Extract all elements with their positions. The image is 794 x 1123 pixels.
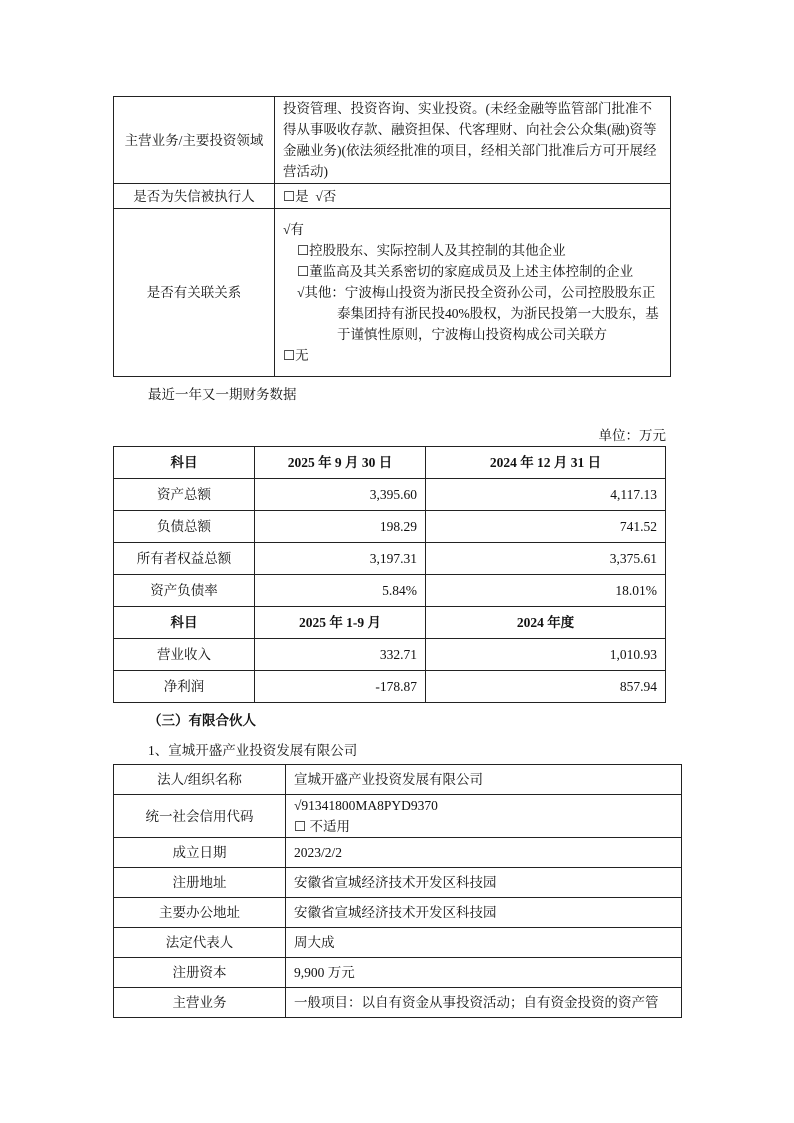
row-value: ☐是 √否 <box>275 184 671 209</box>
header-cell: 2025 年 9 月 30 日 <box>255 447 426 479</box>
row-label: 统一社会信用代码 <box>114 795 286 838</box>
value-line: 2023/2/2 <box>294 845 343 860</box>
row-label: 资产负债率 <box>114 575 255 607</box>
row-label: 法定代表人 <box>114 928 286 958</box>
row-value: 4,117.13 <box>426 479 666 511</box>
unit-label: 单位：万元 <box>598 428 666 443</box>
row-value: 3,395.60 <box>255 479 426 511</box>
partner-info-table <box>113 764 682 1018</box>
row-label: 主要办公地址 <box>114 898 286 928</box>
row-value: 1,010.93 <box>426 639 666 671</box>
row-value <box>286 868 682 898</box>
table-row <box>114 97 671 184</box>
sub-heading: 1、宣城开盛产业投资发展有限公司 <box>148 743 358 758</box>
table-header <box>114 447 666 479</box>
value-line: 安徽省宣城经济技术开发区科技园 <box>294 905 497 920</box>
table-row <box>114 639 666 671</box>
header-cell: 科目 <box>114 447 255 479</box>
financial-table <box>113 446 666 703</box>
value-line: ☐ 不适用 <box>294 819 350 834</box>
row-label: 注册地址 <box>114 868 286 898</box>
row-label: 营业收入 <box>114 639 255 671</box>
table-row <box>114 988 682 1018</box>
table-row <box>114 511 666 543</box>
option-controller: ☐控股股东、实际控制人及其控制的其他企业 <box>297 243 566 258</box>
row-value <box>286 765 682 795</box>
row-value: 投资管理、投资咨询、实业投资。(未经金融等监管部门批准不得从事吸收存款、融资担保、代客理财、向社会公众集(融)资等金融业务)(依法须经批准的项目，经相关部门批准后方可开展经营活动) <box>275 97 671 184</box>
table-row <box>114 958 682 988</box>
value-line: 宣城开盛产业投资发展有限公司 <box>294 772 483 787</box>
table-row <box>114 765 682 795</box>
value-line: 安徽省宣城经济技术开发区科技园 <box>294 875 497 890</box>
table-row <box>114 795 682 838</box>
table-row <box>114 928 682 958</box>
table-row <box>114 575 666 607</box>
row-value <box>286 988 682 1018</box>
option-directors: ☐董监高及其关系密切的家庭成员及上述主体控制的企业 <box>297 264 634 279</box>
table-row <box>114 868 682 898</box>
row-label: 注册资本 <box>114 958 286 988</box>
row-value <box>286 958 682 988</box>
row-label: 法人/组织名称 <box>114 765 286 795</box>
row-value: 857.94 <box>426 671 666 703</box>
header-cell: 2025 年 1-9 月 <box>255 607 426 639</box>
table-row <box>114 543 666 575</box>
header-cell: 科目 <box>114 607 255 639</box>
table-row <box>114 479 666 511</box>
value-line: √91341800MA8PYD9370 <box>294 798 438 813</box>
row-value <box>286 928 682 958</box>
row-value <box>286 838 682 868</box>
row-value: 18.01% <box>426 575 666 607</box>
option-yes: √有 <box>283 222 304 237</box>
table-row <box>114 184 671 209</box>
table-row <box>114 898 682 928</box>
row-label: 净利润 <box>114 671 255 703</box>
section-heading: （三）有限合伙人 <box>148 713 256 728</box>
row-label: 主营业务 <box>114 988 286 1018</box>
row-label: 是否为失信被执行人 <box>114 184 275 209</box>
row-value: 741.52 <box>426 511 666 543</box>
financial-title: 最近一年又一期财务数据 <box>148 387 297 402</box>
row-value: 332.71 <box>255 639 426 671</box>
option-other: √其他：宁波梅山投资为浙民投全资孙公司，公司控股股东正泰集团持有浙民投40%股权，为浙民投第一大股东，基于谨慎性原则，宁波梅山投资构成公司关联方 <box>297 285 659 342</box>
header-cell: 2024 年 12 月 31 日 <box>426 447 666 479</box>
row-label: 资产总额 <box>114 479 255 511</box>
row-label: 是否有关联关系 <box>114 209 275 377</box>
value-line: 9,900 万元 <box>294 965 355 980</box>
row-label: 所有者权益总额 <box>114 543 255 575</box>
row-label: 负债总额 <box>114 511 255 543</box>
row-label: 成立日期 <box>114 838 286 868</box>
value-line: 周大成 <box>294 935 335 950</box>
header-cell: 2024 年度 <box>426 607 666 639</box>
row-label: 主营业务/主要投资领域 <box>114 97 275 184</box>
table-row <box>114 838 682 868</box>
row-value: 3,375.61 <box>426 543 666 575</box>
option-no: ☐无 <box>283 348 309 363</box>
table-row <box>114 671 666 703</box>
table-header <box>114 607 666 639</box>
row-value <box>275 209 671 377</box>
value-line: 一般项目：以自有资金从事投资活动；自有资金投资的资产管 <box>294 995 659 1010</box>
table-row <box>114 209 671 377</box>
row-value <box>286 898 682 928</box>
row-value: 198.29 <box>255 511 426 543</box>
row-value <box>286 795 682 838</box>
row-value: 3,197.31 <box>255 543 426 575</box>
row-value: -178.87 <box>255 671 426 703</box>
row-value: 5.84% <box>255 575 426 607</box>
related-party-table <box>113 96 671 377</box>
